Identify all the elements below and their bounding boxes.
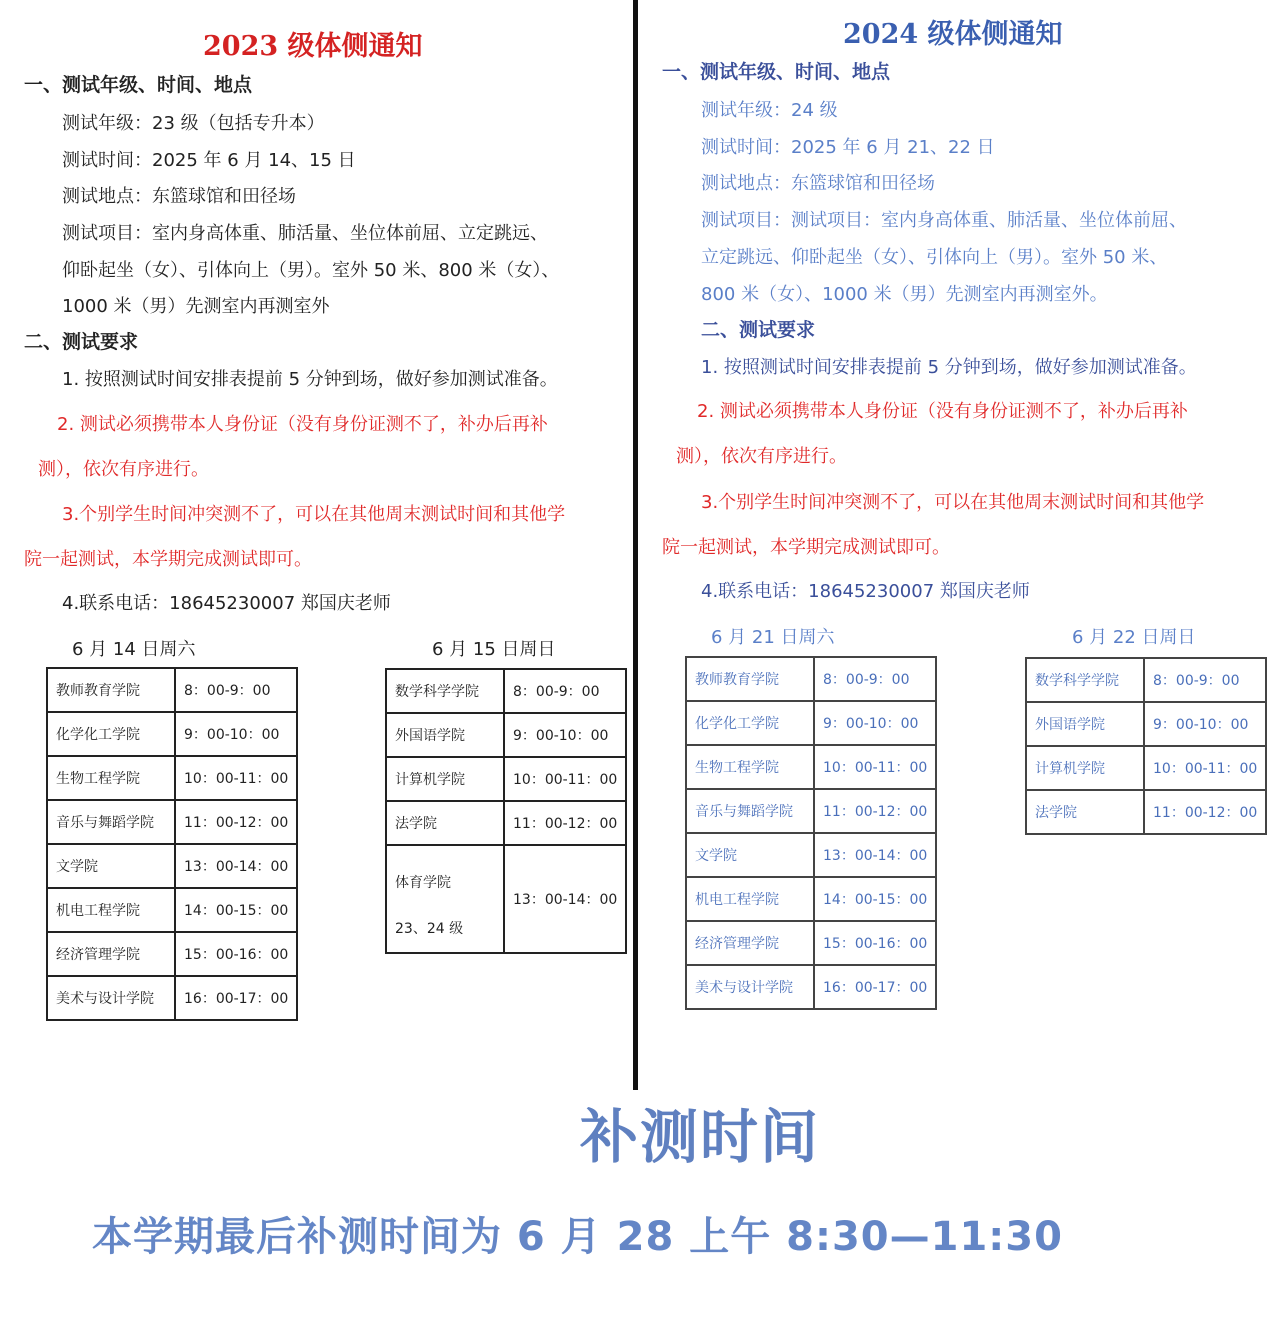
- table-row: [1026, 658, 1266, 702]
- left-section2-heading: 二、测试要求: [24, 331, 139, 353]
- table-cell-college: 外国语学院: [1026, 702, 1144, 746]
- left-day1-heading: 6 月 14 日周六: [72, 639, 196, 660]
- table-cell-college: 音乐与舞蹈学院: [686, 789, 814, 833]
- left-req2b: 测），依次有序进行。: [38, 459, 209, 480]
- table-cell-time: 9：00-10：00: [504, 713, 626, 757]
- table-row: [686, 701, 936, 745]
- table-row: [1026, 746, 1266, 790]
- right-req2a: 2. 测试必须携带本人身份证（没有身份证测不了，补办后再补: [697, 401, 1188, 422]
- table-row: [686, 877, 936, 921]
- table-cell-time: 8：00-9：00: [1144, 658, 1266, 702]
- table-row: [47, 756, 297, 800]
- right-req1: 1. 按照测试时间安排表提前 5 分钟到场，做好参加测试准备。: [701, 357, 1197, 378]
- table-row: [1026, 702, 1266, 746]
- left-section1-heading: 一、测试年级、时间、地点: [24, 74, 253, 96]
- right-line-items3: 800 米（女）、1000 米（男）先测室内再测室外。: [701, 284, 1108, 305]
- table-row: [47, 888, 297, 932]
- table-cell-college: 文学院: [47, 844, 175, 888]
- left-title: 2023 级体侧通知: [203, 31, 423, 62]
- left-req4-contact: 4.联系电话：18645230007 郑国庆老师: [62, 593, 391, 614]
- table-cell-college: 经济管理学院: [47, 932, 175, 976]
- right-req2b: 测），依次有序进行。: [676, 446, 847, 467]
- table-cell-time: 14：00-15：00: [814, 877, 936, 921]
- column-divider: [633, 0, 638, 1090]
- left-line-time: 测试时间：2025 年 6 月 14、15 日: [62, 150, 356, 171]
- right-day1-heading: 6 月 21 日周六: [711, 627, 835, 648]
- table-cell-college: 经济管理学院: [686, 921, 814, 965]
- left-line-items1: 测试项目：室内身高体重、肺活量、坐位体前屈、立定跳远、: [62, 223, 548, 244]
- makeup-title: 补测时间: [580, 1103, 821, 1171]
- table-row: [47, 932, 297, 976]
- table-row: [686, 965, 936, 1009]
- table-cell-college: 美术与设计学院: [686, 965, 814, 1009]
- table-cell-college: 外国语学院: [386, 713, 504, 757]
- table-cell-time: 13：00-14：00: [814, 833, 936, 877]
- pe-time: 13：00-14：00: [504, 845, 626, 953]
- right-day2-table: [1025, 657, 1267, 835]
- table-cell-time: 10：00-11：00: [175, 756, 297, 800]
- right-req4-contact: 4.联系电话：18645230007 郑国庆老师: [701, 581, 1030, 602]
- table-row: [386, 713, 626, 757]
- table-row: [686, 833, 936, 877]
- table-cell-college: 生物工程学院: [47, 756, 175, 800]
- right-section1-heading: 一、测试年级、时间、地点: [662, 61, 891, 83]
- table-cell-time: 9：00-10：00: [175, 712, 297, 756]
- table-row: [386, 757, 626, 801]
- table-row: [1026, 790, 1266, 834]
- right-line-items2: 立定跳远、仰卧起坐（女）、引体向上（男）。室外 50 米、: [701, 247, 1168, 268]
- left-req3b: 院一起测试，本学期完成测试即可。: [24, 549, 312, 570]
- right-line-items1: 测试项目：测试项目：室内身高体重、肺活量、坐位体前屈、: [701, 210, 1187, 231]
- table-row: [386, 801, 626, 845]
- left-line-items3: 1000 米（男）先测室内再测室外: [62, 296, 330, 317]
- table-cell-time: 10：00-11：00: [814, 745, 936, 789]
- left-line-place: 测试地点：东篮球馆和田径场: [62, 186, 296, 207]
- left-day2-table: [385, 668, 627, 954]
- table-row: [47, 976, 297, 1020]
- left-day1-table: [46, 667, 298, 1021]
- table-cell-time: 11：00-12：00: [175, 800, 297, 844]
- right-title: 2024 级体侧通知: [843, 19, 1063, 50]
- makeup-time-line: 本学期最后补测时间为 6 月 28 上午 8:30—11:30: [92, 1214, 1063, 1260]
- right-line-place: 测试地点：东篮球馆和田径场: [701, 173, 935, 194]
- table-row: [47, 800, 297, 844]
- table-row: [47, 844, 297, 888]
- table-cell-college: 法学院: [1026, 790, 1144, 834]
- table-cell-time: 10：00-11：00: [1144, 746, 1266, 790]
- right-section2-heading: 二、测试要求: [701, 319, 816, 341]
- left-req1: 1. 按照测试时间安排表提前 5 分钟到场，做好参加测试准备。: [62, 369, 558, 390]
- table-cell-college: 法学院: [386, 801, 504, 845]
- table-row: [47, 668, 297, 712]
- table-cell-college: 化学化工学院: [47, 712, 175, 756]
- table-cell-time: 8：00-9：00: [814, 657, 936, 701]
- table-cell-college: [386, 845, 504, 953]
- table-cell-time: 10：00-11：00: [504, 757, 626, 801]
- table-cell-time: 8：00-9：00: [175, 668, 297, 712]
- table-cell-college: 计算机学院: [1026, 746, 1144, 790]
- table-cell-college: 教师教育学院: [686, 657, 814, 701]
- table-cell-time: 15：00-16：00: [175, 932, 297, 976]
- table-row: [686, 657, 936, 701]
- table-cell-time: 9：00-10：00: [814, 701, 936, 745]
- left-req3a: 3.个别学生时间冲突测不了，可以在其他周末测试时间和其他学: [62, 504, 566, 525]
- right-day1-table: [685, 656, 937, 1010]
- table-cell-time: 8：00-9：00: [504, 669, 626, 713]
- table-row: [686, 921, 936, 965]
- table-cell-college: 生物工程学院: [686, 745, 814, 789]
- table-cell-college: 文学院: [686, 833, 814, 877]
- table-cell-time: 11：00-12：00: [1144, 790, 1266, 834]
- table-cell-time: 11：00-12：00: [504, 801, 626, 845]
- pe-college: 体育学院: [395, 875, 451, 891]
- table-cell-college: 数学科学学院: [386, 669, 504, 713]
- table-cell-college: 音乐与舞蹈学院: [47, 800, 175, 844]
- left-line-items2: 仰卧起坐（女）、引体向上（男）。室外 50 米、800 米（女）、: [62, 260, 560, 281]
- right-day2-heading: 6 月 22 日周日: [1072, 627, 1196, 648]
- table-cell-time: 13：00-14：00: [175, 844, 297, 888]
- right-req3a: 3.个别学生时间冲突测不了，可以在其他周末测试时间和其他学: [701, 492, 1205, 513]
- left-day2-heading: 6 月 15 日周日: [432, 639, 556, 660]
- right-line-grade: 测试年级：24 级: [701, 100, 838, 121]
- table-cell-college: 化学化工学院: [686, 701, 814, 745]
- table-cell-college: 计算机学院: [386, 757, 504, 801]
- table-row: [386, 669, 626, 713]
- left-req2a: 2. 测试必须携带本人身份证（没有身份证测不了，补办后再补: [57, 414, 548, 435]
- right-line-time: 测试时间：2025 年 6 月 21、22 日: [701, 137, 995, 158]
- table-row: [686, 789, 936, 833]
- table-cell-time: 11：00-12：00: [814, 789, 936, 833]
- pe-grades: 23、24 级: [395, 921, 464, 937]
- table-row: [47, 712, 297, 756]
- table-cell-time: 15：00-16：00: [814, 921, 936, 965]
- table-cell-time: 14：00-15：00: [175, 888, 297, 932]
- table-cell-college: 机电工程学院: [686, 877, 814, 921]
- table-row: [686, 745, 936, 789]
- table-cell-college: 美术与设计学院: [47, 976, 175, 1020]
- table-cell-time: 16：00-17：00: [175, 976, 297, 1020]
- right-req3b: 院一起测试，本学期完成测试即可。: [662, 537, 950, 558]
- table-cell-college: 数学科学学院: [1026, 658, 1144, 702]
- table-cell-college: 教师教育学院: [47, 668, 175, 712]
- table-cell-college: 机电工程学院: [47, 888, 175, 932]
- table-cell-time: 9：00-10：00: [1144, 702, 1266, 746]
- table-cell-time: 16：00-17：00: [814, 965, 936, 1009]
- left-line-grade: 测试年级：23 级（包括专升本）: [62, 113, 325, 134]
